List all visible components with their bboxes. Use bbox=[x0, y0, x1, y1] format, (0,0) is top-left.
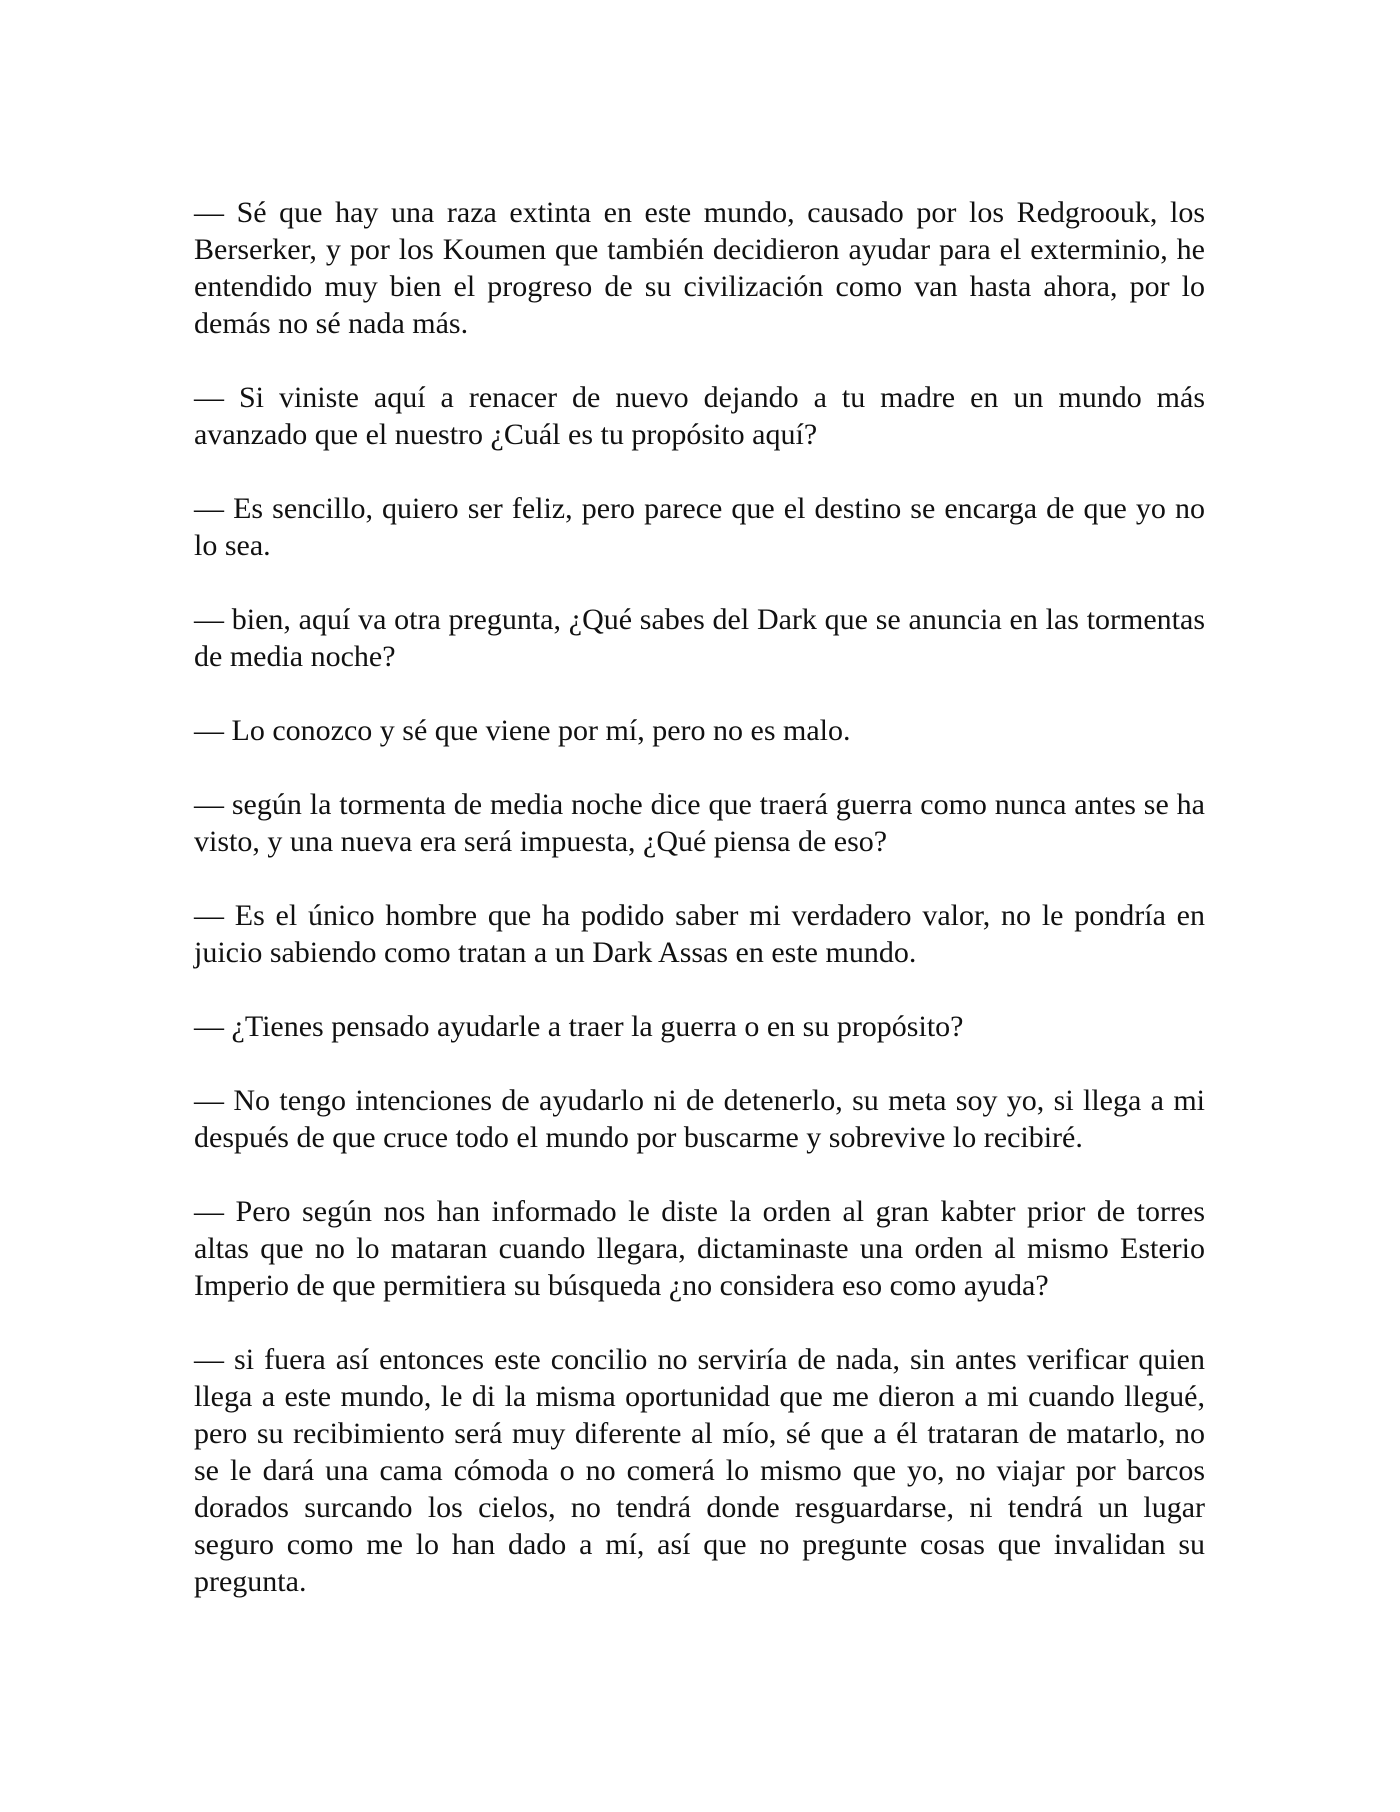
dialogue-paragraph: — No tengo intenciones de ayudarlo ni de detenerlo, su meta soy yo, si llega a mi después de que cruce todo el mundo por buscarme y sobrevive lo recibiré. bbox=[194, 1084, 1205, 1154]
dialogue-paragraph: — Si viniste aquí a renacer de nuevo dejando a tu madre en un mundo más avanzado que el nuestro ¿Cuál es tu propósito aquí? bbox=[194, 381, 1205, 451]
dialogue-paragraph: — según la tormenta de media noche dice que traerá guerra como nunca antes se ha visto, y una nueva era será impuesta, ¿Qué piensa de eso? bbox=[194, 788, 1205, 858]
dialogue-paragraph: — Es el único hombre que ha podido saber mi verdadero valor, no le pondría en juicio sabiendo como tratan a un Dark Assas en este mundo. bbox=[194, 899, 1205, 969]
dialogue-paragraph: — Pero según nos han informado le diste la orden al gran kabter prior de torres altas que no lo mataran cuando llegara, dictaminaste una orden al mismo Esterio Imperio de que permitiera su búsqueda ¿no considera eso como ayuda? bbox=[194, 1195, 1205, 1302]
dialogue-paragraph: — Sé que hay una raza extinta en este mundo, causado por los Redgroouk, los Berserker, y por los Koumen que también decidieron ayudar para el exterminio, he entendido muy bien el progreso de su civilización como van hasta ahora, por lo demás no sé nada más. bbox=[194, 196, 1205, 340]
dialogue-paragraph: — si fuera así entonces este concilio no serviría de nada, sin antes verificar quien llega a este mundo, le di la misma oportunidad que me dieron a mi cuando llegué, pero su recibimiento será muy diferente al mío, sé que a él trataran de matarlo, no se le dará una cama cómoda o no comerá lo mismo que yo, no viajar por barcos dorados surcando los cielos, no tendrá donde resguardarse, ni tendrá un lugar seguro como me lo han dado a mí, así que no pregunte cosas que invalidan su pregunta. bbox=[194, 1343, 1205, 1598]
dialogue-text-block bbox=[194, 194, 1205, 1600]
dialogue-paragraph: — bien, aquí va otra pregunta, ¿Qué sabes del Dark que se anuncia en las tormentas de media noche? bbox=[194, 603, 1205, 673]
dialogue-paragraph: — Lo conozco y sé que viene por mí, pero no es malo. bbox=[194, 714, 851, 747]
dialogue-paragraph: — ¿Tienes pensado ayudarle a traer la guerra o en su propósito? bbox=[194, 1010, 964, 1043]
dialogue-paragraph: — Es sencillo, quiero ser feliz, pero parece que el destino se encarga de que yo no lo sea. bbox=[194, 492, 1205, 562]
